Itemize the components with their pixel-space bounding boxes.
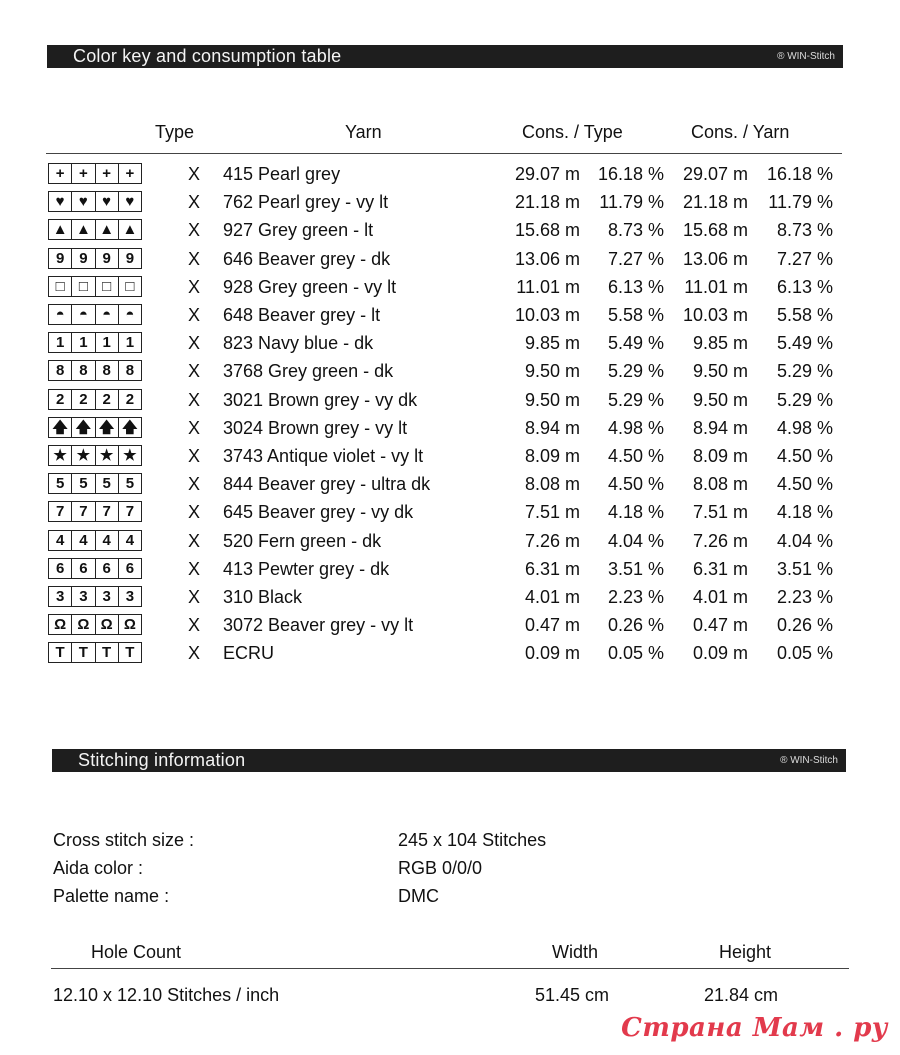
symbol-cell: 4 bbox=[95, 530, 119, 551]
stitch-type: X bbox=[188, 474, 201, 495]
cons-yarn-meters: 0.47 m bbox=[692, 615, 748, 636]
stitch-type: X bbox=[188, 615, 201, 636]
symbol-cell: ◓ bbox=[95, 304, 119, 325]
hole-count-header: Hole Count bbox=[91, 942, 182, 962]
cons-type-percent: 5.49 % bbox=[607, 333, 664, 354]
symbol-cell: ▲ bbox=[48, 219, 72, 240]
symbol-cell: Ω bbox=[48, 614, 72, 635]
dimensions-divider bbox=[51, 968, 849, 969]
yarn-name: 646 Beaver grey - dk bbox=[223, 248, 391, 269]
stitching-title: Stitching information bbox=[78, 750, 246, 770]
stitch-symbol bbox=[48, 248, 141, 269]
symbol-cell: ▲ bbox=[118, 219, 142, 240]
symbol-cell: 1 bbox=[48, 332, 72, 353]
cons-yarn-percent: 5.49 % bbox=[776, 333, 833, 354]
table-row bbox=[0, 276, 900, 304]
stitch-type: X bbox=[188, 305, 201, 325]
cons-yarn-percent: 4.50 % bbox=[776, 474, 833, 495]
cons-yarn-meters: 29.07 m bbox=[682, 164, 748, 184]
symbol-cell: Ω bbox=[95, 614, 119, 635]
cons-yarn-percent: 2.23 % bbox=[776, 587, 833, 607]
stitch-symbol bbox=[48, 445, 141, 466]
stitching-banner bbox=[52, 749, 846, 772]
symbol-cell: 🡅 bbox=[71, 417, 95, 438]
stitch-type: X bbox=[188, 333, 201, 354]
table-row bbox=[0, 360, 900, 388]
table-row bbox=[0, 614, 900, 642]
cons-type-meters: 4.01 m bbox=[524, 587, 580, 607]
stitch-symbol bbox=[48, 473, 141, 494]
stitch-type: X bbox=[188, 276, 201, 297]
yarn-name: 3072 Beaver grey - vy lt bbox=[223, 615, 414, 636]
symbol-cell: ◓ bbox=[71, 304, 95, 325]
symbol-cell: 6 bbox=[95, 558, 119, 579]
cons-yarn-percent: 0.26 % bbox=[776, 615, 833, 636]
symbol-cell: 1 bbox=[118, 332, 142, 353]
table-row bbox=[0, 304, 900, 332]
symbol-cell: 3 bbox=[95, 586, 119, 607]
color-key-banner bbox=[47, 45, 843, 68]
palette-label: Palette name : bbox=[53, 886, 170, 906]
symbol-cell: 5 bbox=[48, 473, 72, 494]
symbol-cell: ♥ bbox=[48, 191, 72, 212]
stitch-type: X bbox=[188, 248, 201, 269]
symbol-cell: 5 bbox=[118, 473, 142, 494]
yarn-name: 415 Pearl grey bbox=[223, 164, 341, 184]
stitch-type: X bbox=[188, 389, 201, 410]
cons-yarn-meters: 9.50 m bbox=[692, 361, 748, 382]
cons-yarn-percent: 7.27 % bbox=[776, 248, 833, 269]
cons-yarn-percent: 4.50 % bbox=[776, 446, 833, 466]
cons-type-percent: 16.18 % bbox=[597, 164, 664, 184]
symbol-cell: + bbox=[48, 163, 72, 184]
cons-yarn-percent: 11.79 % bbox=[768, 192, 833, 213]
stitch-symbol bbox=[48, 501, 141, 522]
symbol-cell: 5 bbox=[71, 473, 95, 494]
yarn-name: 844 Beaver grey - ultra dk bbox=[223, 474, 431, 495]
stitch-symbol bbox=[48, 276, 141, 297]
hole-count-value: 12.10 x 12.10 Stitches / inch bbox=[53, 985, 280, 1005]
symbol-cell: 7 bbox=[95, 501, 119, 522]
stitch-type: X bbox=[188, 530, 201, 551]
stitch-symbol bbox=[48, 558, 141, 579]
yarn-name: ECRU bbox=[223, 643, 275, 664]
cons-type-percent: 3.51 % bbox=[607, 558, 664, 579]
stitch-type: X bbox=[188, 643, 201, 664]
stitch-symbol bbox=[48, 191, 141, 212]
cons-type-meters: 11.01 m bbox=[516, 276, 580, 297]
symbol-cell: 8 bbox=[95, 360, 119, 381]
yarn-name: 520 Fern green - dk bbox=[223, 530, 382, 551]
symbol-cell: 9 bbox=[95, 248, 119, 269]
symbol-cell: 7 bbox=[48, 501, 72, 522]
stitch-symbol bbox=[48, 163, 141, 184]
yarn-name: 648 Beaver grey - lt bbox=[223, 305, 381, 325]
yarn-name: 310 Black bbox=[223, 587, 303, 607]
symbol-cell: 1 bbox=[95, 332, 119, 353]
table-row bbox=[0, 163, 900, 191]
cons-type-percent: 4.04 % bbox=[607, 530, 664, 551]
cons-type-percent: 4.98 % bbox=[607, 417, 664, 438]
cons-yarn-meters: 7.51 m bbox=[692, 502, 748, 523]
cons-type-percent: 5.29 % bbox=[607, 361, 664, 382]
stitch-symbol bbox=[48, 219, 141, 240]
table-row bbox=[0, 530, 900, 558]
symbol-cell: 8 bbox=[118, 360, 142, 381]
cons-yarn-percent: 4.04 % bbox=[776, 530, 833, 551]
cons-yarn-meters: 10.03 m bbox=[682, 305, 748, 325]
table-row bbox=[0, 332, 900, 360]
yarn-name: 3024 Brown grey - vy lt bbox=[223, 417, 408, 438]
symbol-cell: 🡅 bbox=[118, 417, 142, 438]
symbol-cell: ♥ bbox=[95, 191, 119, 212]
cons-yarn-meters: 0.09 m bbox=[692, 643, 748, 664]
symbol-cell: ▲ bbox=[71, 219, 95, 240]
cons-yarn-percent: 4.18 % bbox=[776, 502, 833, 523]
cons-yarn-meters: 7.26 m bbox=[692, 530, 748, 551]
symbol-cell: ♥ bbox=[71, 191, 95, 212]
symbol-cell: 4 bbox=[118, 530, 142, 551]
stitch-symbol bbox=[48, 389, 141, 410]
size-value: 245 x 104 Stitches bbox=[398, 830, 547, 850]
symbol-cell: 9 bbox=[71, 248, 95, 269]
cons-yarn-percent: 8.73 % bbox=[776, 220, 833, 241]
symbol-cell: ★ bbox=[48, 445, 72, 466]
cons-type-percent: 0.05 % bbox=[607, 643, 664, 664]
cons-type-percent: 7.27 % bbox=[607, 248, 664, 269]
stitch-symbol bbox=[48, 417, 141, 438]
height-header: Height bbox=[719, 942, 772, 962]
symbol-cell: 5 bbox=[95, 473, 119, 494]
cons-yarn-percent: 5.29 % bbox=[776, 389, 833, 410]
cons-yarn-meters: 21.18 m bbox=[682, 192, 748, 213]
stitch-symbol bbox=[48, 360, 141, 381]
cons-type-percent: 8.73 % bbox=[607, 220, 664, 241]
symbol-cell: T bbox=[118, 642, 142, 663]
yarn-name: 645 Beaver grey - vy dk bbox=[223, 502, 414, 523]
symbol-cell: 7 bbox=[71, 501, 95, 522]
cons-yarn-meters: 8.09 m bbox=[692, 446, 748, 466]
cons-yarn-meters: 9.85 m bbox=[692, 333, 748, 354]
cons-type-meters: 13.06 m bbox=[514, 248, 580, 269]
table-row bbox=[0, 417, 900, 445]
stitch-type: X bbox=[188, 220, 201, 241]
symbol-cell: Ω bbox=[71, 614, 95, 635]
stitch-type: X bbox=[188, 587, 201, 607]
table-row bbox=[0, 473, 900, 501]
size-label: Cross stitch size : bbox=[53, 830, 195, 850]
yarn-name: 3021 Brown grey - vy dk bbox=[223, 389, 418, 410]
symbol-cell: T bbox=[71, 642, 95, 663]
aida-value: RGB 0/0/0 bbox=[398, 858, 483, 878]
stitch-type: X bbox=[188, 164, 201, 184]
symbol-cell: 2 bbox=[48, 389, 72, 410]
symbol-cell: Ω bbox=[118, 614, 142, 635]
cons-yarn-percent: 16.18 % bbox=[766, 164, 833, 184]
table-row bbox=[0, 191, 900, 219]
symbol-cell: □ bbox=[95, 276, 119, 297]
cons-type-meters: 9.50 m bbox=[524, 389, 580, 410]
stitch-symbol bbox=[48, 614, 141, 635]
symbol-cell: 8 bbox=[48, 360, 72, 381]
cons-type-meters: 29.07 m bbox=[514, 164, 580, 184]
width-header: Width bbox=[552, 942, 599, 962]
table-row bbox=[0, 248, 900, 276]
symbol-cell: 4 bbox=[48, 530, 72, 551]
header-type: Type bbox=[155, 122, 195, 142]
cons-type-meters: 8.08 m bbox=[524, 474, 580, 495]
cons-yarn-meters: 11.01 m bbox=[684, 276, 748, 297]
aida-label: Aida color : bbox=[53, 858, 144, 878]
cons-yarn-percent: 6.13 % bbox=[776, 276, 833, 297]
stitch-type: X bbox=[188, 558, 201, 579]
cons-type-meters: 0.09 m bbox=[524, 643, 580, 664]
cons-type-percent: 4.18 % bbox=[607, 502, 664, 523]
symbol-cell: □ bbox=[48, 276, 72, 297]
symbol-cell: 3 bbox=[48, 586, 72, 607]
table-row bbox=[0, 501, 900, 529]
cons-type-meters: 0.47 m bbox=[524, 615, 580, 636]
cons-yarn-meters: 15.68 m bbox=[682, 220, 748, 241]
stitch-type: X bbox=[188, 446, 201, 466]
symbol-cell: 8 bbox=[71, 360, 95, 381]
cons-type-percent: 5.29 % bbox=[607, 389, 664, 410]
yarn-name: 3743 Antique violet - vy lt bbox=[223, 446, 424, 466]
cons-yarn-percent: 0.05 % bbox=[776, 643, 833, 664]
palette-value: DMC bbox=[398, 886, 439, 906]
symbol-cell: + bbox=[118, 163, 142, 184]
symbol-cell: 4 bbox=[71, 530, 95, 551]
symbol-cell: ◓ bbox=[48, 304, 72, 325]
cons-type-percent: 2.23 % bbox=[607, 587, 664, 607]
yarn-name: 413 Pewter grey - dk bbox=[223, 558, 390, 579]
symbol-cell: ★ bbox=[118, 445, 142, 466]
stitch-symbol bbox=[48, 304, 141, 325]
symbol-cell: 9 bbox=[118, 248, 142, 269]
cons-type-meters: 21.18 m bbox=[514, 192, 580, 213]
symbol-cell: 6 bbox=[118, 558, 142, 579]
symbol-cell: 2 bbox=[71, 389, 95, 410]
symbol-cell: + bbox=[71, 163, 95, 184]
stitch-symbol bbox=[48, 332, 141, 353]
table-row bbox=[0, 642, 900, 670]
table-row bbox=[0, 219, 900, 247]
symbol-cell: 9 bbox=[48, 248, 72, 269]
header-yarn: Yarn bbox=[345, 122, 382, 142]
symbol-cell: 2 bbox=[95, 389, 119, 410]
table-row bbox=[0, 558, 900, 586]
win-stitch-brand-2: ® WIN-Stitch bbox=[780, 755, 838, 766]
cons-yarn-meters: 6.31 m bbox=[692, 558, 748, 579]
site-watermark: Страна Мам . ру bbox=[621, 1013, 888, 1043]
width-value: 51.45 cm bbox=[535, 985, 610, 1005]
cons-type-percent: 0.26 % bbox=[607, 615, 664, 636]
stitch-type: X bbox=[188, 361, 201, 382]
symbol-cell: 1 bbox=[71, 332, 95, 353]
symbol-cell: ▲ bbox=[95, 219, 119, 240]
symbol-cell: 6 bbox=[48, 558, 72, 579]
symbol-cell: ★ bbox=[71, 445, 95, 466]
cons-type-meters: 8.94 m bbox=[524, 417, 580, 438]
yarn-name: 927 Grey green - lt bbox=[223, 220, 374, 241]
cons-type-meters: 9.50 m bbox=[524, 361, 580, 382]
cons-type-percent: 4.50 % bbox=[607, 446, 664, 466]
symbol-cell: □ bbox=[71, 276, 95, 297]
yarn-name: 762 Pearl grey - vy lt bbox=[223, 192, 389, 213]
cons-yarn-percent: 3.51 % bbox=[776, 558, 833, 579]
table-row bbox=[0, 389, 900, 417]
height-value: 21.84 cm bbox=[704, 985, 779, 1005]
symbol-cell: 2 bbox=[118, 389, 142, 410]
cons-yarn-percent: 4.98 % bbox=[776, 417, 833, 438]
stitch-symbol bbox=[48, 586, 141, 607]
header-cons-yarn: Cons. / Yarn bbox=[691, 122, 790, 142]
yarn-name: 3768 Grey green - dk bbox=[223, 361, 394, 382]
table-row bbox=[0, 445, 900, 473]
cons-type-percent: 11.79 % bbox=[599, 192, 664, 213]
symbol-cell: 🡅 bbox=[95, 417, 119, 438]
symbol-cell: 6 bbox=[71, 558, 95, 579]
color-key-title: Color key and consumption table bbox=[73, 46, 342, 66]
yarn-name: 823 Navy blue - dk bbox=[223, 333, 374, 354]
header-cons-type: Cons. / Type bbox=[522, 122, 623, 142]
stitch-symbol bbox=[48, 642, 141, 663]
stitch-symbol bbox=[48, 530, 141, 551]
cons-yarn-percent: 5.29 % bbox=[776, 361, 833, 382]
symbol-cell: 7 bbox=[118, 501, 142, 522]
symbol-cell: 3 bbox=[118, 586, 142, 607]
cons-yarn-meters: 8.94 m bbox=[692, 417, 748, 438]
table-row bbox=[0, 586, 900, 614]
symbol-cell: 🡅 bbox=[48, 417, 72, 438]
symbol-cell: □ bbox=[118, 276, 142, 297]
symbol-cell: + bbox=[95, 163, 119, 184]
symbol-cell: ◓ bbox=[118, 304, 142, 325]
stitch-type: X bbox=[188, 502, 201, 523]
cons-type-percent: 4.50 % bbox=[607, 474, 664, 495]
cons-type-percent: 5.58 % bbox=[607, 305, 664, 325]
cons-type-meters: 7.26 m bbox=[524, 530, 580, 551]
yarn-name: 928 Grey green - vy lt bbox=[223, 276, 397, 297]
cons-type-meters: 6.31 m bbox=[524, 558, 580, 579]
symbol-cell: T bbox=[48, 642, 72, 663]
symbol-cell: ♥ bbox=[118, 191, 142, 212]
symbol-cell: T bbox=[95, 642, 119, 663]
cons-yarn-meters: 9.50 m bbox=[692, 389, 748, 410]
cons-type-percent: 6.13 % bbox=[607, 276, 664, 297]
cons-type-meters: 8.09 m bbox=[524, 446, 580, 466]
symbol-cell: 3 bbox=[71, 586, 95, 607]
cons-yarn-meters: 4.01 m bbox=[692, 587, 748, 607]
stitch-type: X bbox=[188, 192, 201, 213]
cons-type-meters: 15.68 m bbox=[514, 220, 580, 241]
cons-type-meters: 10.03 m bbox=[514, 305, 580, 325]
header-divider bbox=[46, 153, 842, 154]
win-stitch-brand: ® WIN-Stitch bbox=[777, 51, 835, 62]
cons-yarn-percent: 5.58 % bbox=[776, 305, 833, 325]
stitch-type: X bbox=[188, 417, 201, 438]
cons-type-meters: 9.85 m bbox=[524, 333, 580, 354]
cons-type-meters: 7.51 m bbox=[524, 502, 580, 523]
cons-yarn-meters: 13.06 m bbox=[682, 248, 748, 269]
cons-yarn-meters: 8.08 m bbox=[692, 474, 748, 495]
symbol-cell: ★ bbox=[95, 445, 119, 466]
